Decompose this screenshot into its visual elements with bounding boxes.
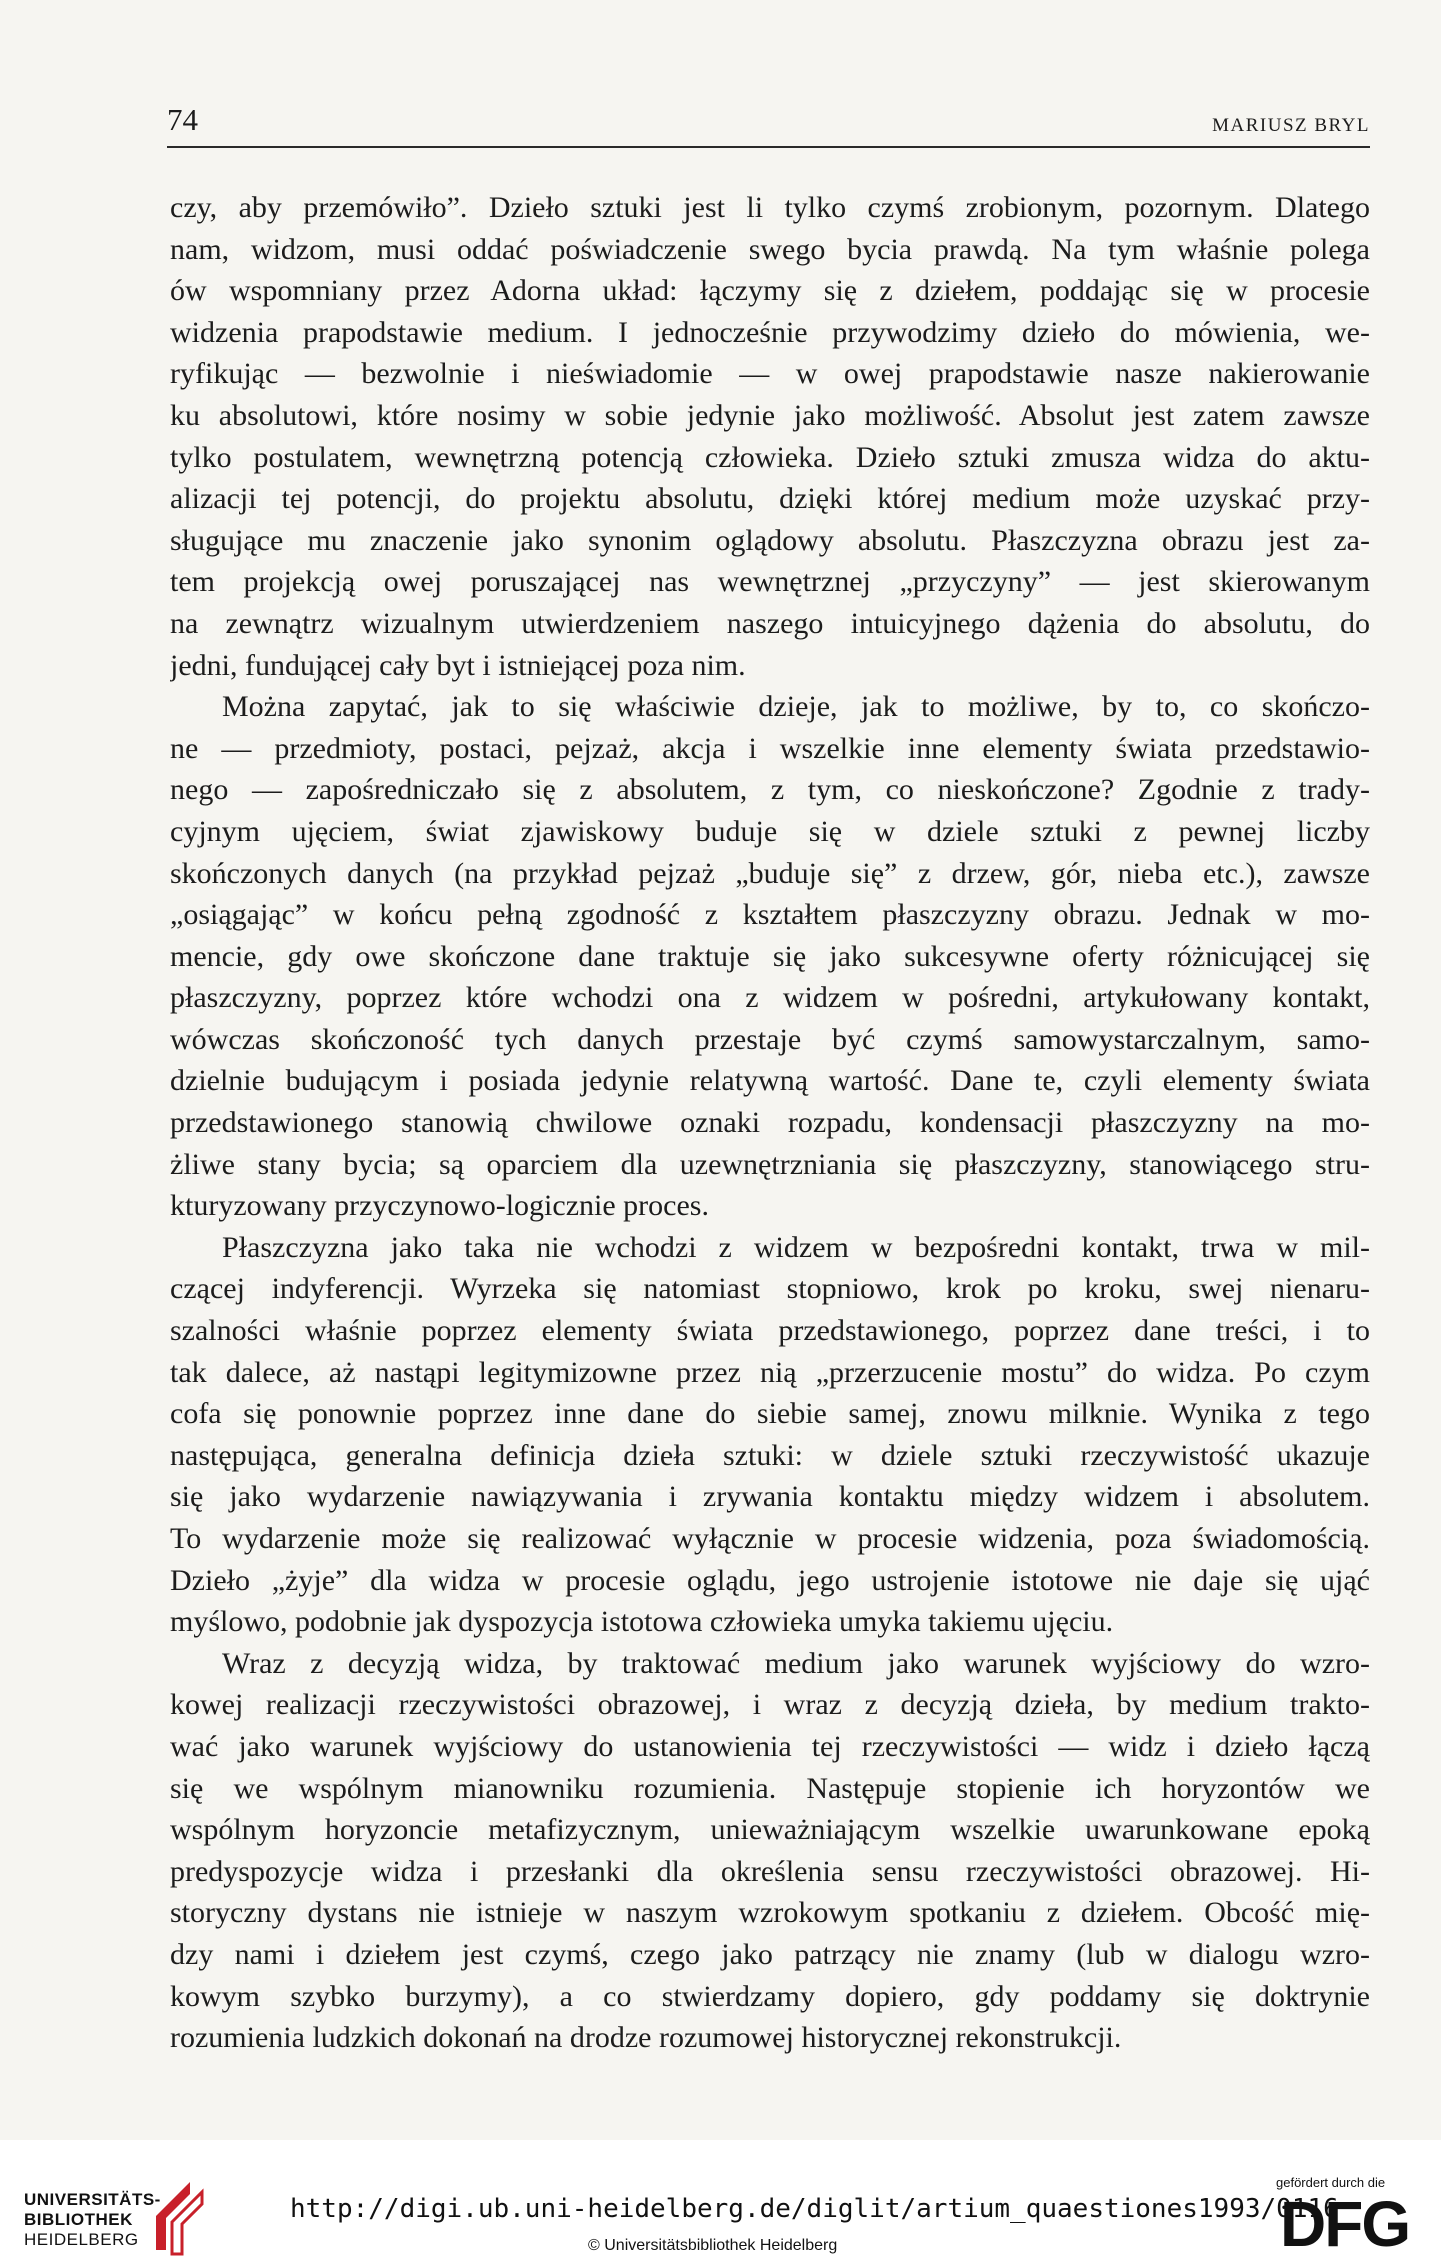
text-line: tem projekcją owej poruszającej nas wewnętrznej „przyczyny” — jest skierowanym <box>170 565 1370 599</box>
permalink-url[interactable]: http://digi.ub.uni-heidelberg.de/diglit/artium_quaestiones1993/0116 <box>290 2194 1339 2224</box>
text-line: rozumienia ludzkich dokonań na drodze rozumowej historycznej rekonstrukcji. <box>170 2021 1122 2055</box>
text-line: widzenia prapodstawie medium. I jednocześnie przywodzimy dzieło do mówienia, we- <box>170 315 1370 349</box>
text-line: się we wspólnym mianowniku rozumienia. Następuje stopienie ich horyzontów we <box>170 1771 1370 1805</box>
text-line: predyspozycje widza i przesłanki dla określenia sensu rzeczywistości obrazowej. Hi- <box>170 1854 1370 1888</box>
library-logo[interactable] <box>24 2190 161 2250</box>
text-line: dzy nami i dziełem jest czymś, czego jako patrzący nie znamy (lub w dialogu wzro- <box>170 1937 1370 1971</box>
text-line: żliwe stany bycia; są oparciem dla uzewnętrzniania się płaszczyzny, stanowiącego stru- <box>170 1147 1370 1181</box>
text-line: skończonych danych (na przykład pejzaż „buduje się” z drzew, gór, nieba etc.), zawsze <box>170 856 1370 890</box>
text-line: na zewnątrz wizualnym utwierdzeniem naszego intuicyjnego dążenia do absolutu, do <box>170 606 1370 640</box>
text-line: cyjnym ujęciem, świat zjawiskowy buduje się w dziele sztuki z pewnej liczby <box>170 814 1370 848</box>
library-name-line-2: BIBLIOTHEK <box>24 2210 133 2229</box>
library-name-line-3: HEIDELBERG <box>24 2230 139 2249</box>
body-text <box>170 187 1370 2059</box>
text-line: Płaszczyzna jako taka nie wchodzi z widzem w bezpośredni kontakt, trwa w mil- <box>222 1230 1370 1264</box>
text-line: wać jako warunek wyjściowy do ustanowienia tej rzeczywistości — widz i dzieło łączą <box>170 1729 1370 1763</box>
text-line: następująca, generalna definicja dzieła sztuki: w dziele sztuki rzeczywistość ukazuje <box>170 1438 1370 1472</box>
text-line: nego — zapośredniczało się z absolutem, z tym, co nieskończone? Zgodnie z trady- <box>170 773 1370 807</box>
text-line: cofa się ponownie poprzez inne dane do siebie samej, znowu milknie. Wynika z tego <box>170 1397 1370 1431</box>
paragraph <box>170 187 1370 686</box>
dfg-logo-text: DFG <box>1280 2192 1410 2252</box>
text-line: dzielnie budującym i posiada jedynie relatywną wartość. Dane te, czyli elementy świata <box>170 1064 1370 1098</box>
page-number: 74 <box>167 102 198 137</box>
text-line: nam, widzom, musi oddać poświadczenie swego bycia prawdą. Na tym właśnie polega <box>170 232 1370 266</box>
text-line: czy, aby przemówiło”. Dzieło sztuki jest li tylko czymś zrobionym, pozornym. Dlatego <box>170 191 1370 224</box>
text-line: „osiągając” w końcu pełną zgodność z kształtem płaszczyzny obrazu. Jednak w mo- <box>170 898 1370 932</box>
text-line: tak dalece, aż nastąpi legitymizowne przez nią „przerzucenie mostu” do widza. Po czym <box>170 1355 1370 1389</box>
library-name-line-1: UNIVERSITÄTS- <box>24 2190 161 2209</box>
text-line: płaszczyzny, poprzez które wchodzi ona z widzem w pośredni, artykułowany kontakt, <box>170 981 1370 1015</box>
text-line: czącej indyferencji. Wyrzeka się natomiast stopniowo, krok po kroku, swej nienaru- <box>170 1272 1370 1306</box>
text-line: wówczas skończoność tych danych przestaje być czymś samowystarczalnym, samo- <box>170 1022 1370 1056</box>
text-line: się jako wydarzenie nawiązywania i zrywania kontaktu między widzem i absolutem. <box>170 1480 1370 1514</box>
text-line: myślowo, podobnie jak dyspozycja istotowa człowieka umyka takiemu ujęciu. <box>170 1605 1114 1639</box>
dfg-logo[interactable] <box>1280 2192 1422 2252</box>
text-line: szalności właśnie poprzez elementy świata przedstawionego, poprzez dane treści, i to <box>170 1314 1370 1348</box>
text-line: jedni, fundującej cały byt i istniejącej poza nim. <box>170 648 746 682</box>
text-line: ku absolutowi, które nosimy w sobie jedynie jako możliwość. Absolut jest zatem zawsze <box>170 398 1370 432</box>
text-line: To wydarzenie może się realizować wyłącznie w procesie widzenia, poza świadomością. <box>170 1522 1370 1555</box>
text-line: przedstawionego stanowią chwilowe oznaki rozpadu, kondensacji płaszczyzny na mo- <box>170 1106 1370 1140</box>
text-line: kowym szybko burzymy), a co stwierdzamy dopiero, gdy poddamy się doktrynie <box>170 1979 1370 2013</box>
text-line: kturyzowany przyczynowo-logicznie proces. <box>170 1189 709 1223</box>
page-header <box>167 100 1370 148</box>
copyright-notice: © Universitätsbibliothek Heidelberg <box>588 2237 838 2254</box>
text-line: wspólnym horyzoncie metafizycznym, unieważniającym wszelkie uwarunkowane epoką <box>170 1813 1370 1847</box>
text-line: mencie, gdy owe skończone dane traktuje się jako sukcesywne oferty różnicującej się <box>170 939 1370 973</box>
text-line: ne — przedmioty, postaci, pejzaż, akcja i wszelkie inne elementy świata przedstawio- <box>170 731 1370 765</box>
text-line: Można zapytać, jak to się właściwie dzieje, jak to możliwe, by to, co skończo- <box>222 690 1370 724</box>
text-line: storyczny dystans nie istnieje w naszym wzrokowym spotkaniu z dziełem. Obcość mię- <box>170 1896 1370 1930</box>
text-line: kowej realizacji rzeczywistości obrazowej, i wraz z decyzją dzieła, by medium trakto- <box>170 1688 1370 1722</box>
library-emblem-icon <box>150 2176 208 2256</box>
text-line: alizacji tej potencji, do projektu absolutu, dzięki której medium może uzyskać przy- <box>170 482 1370 516</box>
text-line: Dzieło „żyje” dla widza w procesie oglądu, jego ustrojenie istotowe nie daje się ująć <box>170 1563 1370 1597</box>
text-line: sługujące mu znaczenie jako synonim oglądowy absolutu. Płaszczyzna obrazu jest za- <box>170 523 1370 557</box>
footer-bar <box>0 2140 1441 2263</box>
text-line: tylko postulatem, wewnętrzną potencją człowieka. Dzieło sztuki zmusza widza do aktu- <box>170 440 1370 474</box>
text-line: Wraz z decyzją widza, by traktować medium jako warunek wyjściowy do wzro- <box>222 1646 1370 1680</box>
paragraph <box>170 1643 1370 2059</box>
text-line: ów wspomniany przez Adorna układ: łączymy się z dziełem, poddając się w procesie <box>170 274 1370 308</box>
paragraph <box>170 1227 1370 1643</box>
running-head: MARIUSZ BRYL <box>1212 115 1370 136</box>
paragraph <box>170 686 1370 1227</box>
funded-by-label: gefördert durch die <box>1276 2175 1386 2190</box>
text-line: ryfikując — bezwolnie i nieświadomie — w owej prapodstawie nasze nakierowanie <box>170 357 1370 391</box>
